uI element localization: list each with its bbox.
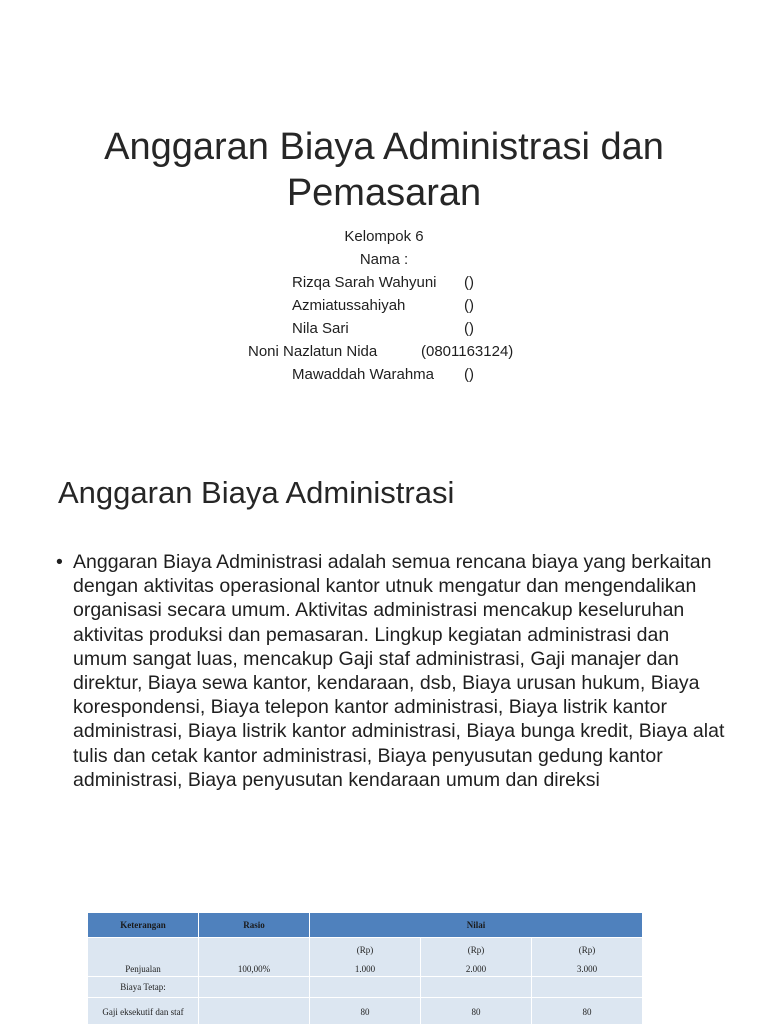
title-slide <box>0 0 768 445</box>
row-value <box>421 977 532 998</box>
currency-label: (Rp) <box>467 945 485 955</box>
row-value <box>532 977 643 998</box>
member-row <box>0 271 768 294</box>
group-label: Kelompok 6 <box>344 228 424 245</box>
table-row <box>88 977 643 998</box>
slide-title: Anggaran Biaya Administrasi dan Pemasaran <box>104 126 664 214</box>
row-value: 80 <box>532 998 643 1024</box>
value-text: 2.000 <box>465 964 487 974</box>
table-header-row <box>88 913 643 938</box>
names-label: Nama : <box>359 251 409 268</box>
section-title: Anggaran Biaya Administrasi <box>58 475 455 510</box>
bullet-text: Anggaran Biaya Administrasi adalah semua rencana biaya yang berkaitan dengan aktivitas operasional kantor utnuk mengatur dan mengendalikan organisasi secara umum. Aktivitas administrasi mencakup keseluruhan aktivitas produksi dan pemasaran. Lingkup kegiatan administrasi dan umum sangat luas, mencakup Gaji staf administrasi, Gaji manajer dan direktur, Biaya sewa kantor, kendaraan, dsb, Biaya urusan hukum, Biaya korespondensi, Biaya telepon kantor administrasi, Biaya listrik kantor administrasi, Biaya listrik kantor administrasi, Biaya bunga kredit, Biaya alat tulis dan cetak kantor administrasi, Biaya penyusutan gedung kantor administrasi, Biaya penyusutan kendaraan umum dan direksi <box>73 551 725 791</box>
member-row <box>0 363 768 386</box>
currency-label: (Rp) <box>356 945 374 955</box>
row-value <box>532 938 643 977</box>
member-number: () <box>464 297 474 314</box>
member-row <box>0 317 768 340</box>
member-row <box>0 294 768 317</box>
budget-table-wrap <box>87 912 642 1024</box>
member-name: Rizqa Sarah Wahyuni <box>292 274 437 291</box>
member-row <box>0 340 768 363</box>
member-number: () <box>464 274 474 291</box>
table-row <box>88 938 643 977</box>
member-number: (0801163124) <box>421 343 514 360</box>
member-name: Azmiatussahiyah <box>292 297 406 314</box>
table-row <box>88 998 643 1024</box>
row-label: Biaya Tetap: <box>88 977 199 998</box>
member-name: Mawaddah Warahma <box>292 366 435 383</box>
value-text: 3.000 <box>576 964 598 974</box>
member-name: Nila Sari <box>292 320 349 337</box>
row-rasio <box>199 977 310 998</box>
bullet-item <box>56 550 728 792</box>
row-value: 80 <box>310 998 421 1024</box>
content-slide <box>0 445 768 1024</box>
row-value <box>310 977 421 998</box>
row-label: Penjualan <box>88 938 199 977</box>
header-rasio: Rasio <box>199 913 310 938</box>
value-text: 1.000 <box>354 964 376 974</box>
group-info <box>0 225 768 386</box>
row-value <box>310 938 421 977</box>
header-keterangan: Keterangan <box>88 913 199 938</box>
bullet-icon: • <box>56 551 63 573</box>
row-rasio: 100,00% <box>199 938 310 977</box>
currency-label: (Rp) <box>578 945 596 955</box>
row-value <box>421 938 532 977</box>
header-nilai: Nilai <box>310 913 643 938</box>
member-number: () <box>464 320 474 337</box>
row-value: 80 <box>421 998 532 1024</box>
budget-table <box>87 912 643 1024</box>
row-rasio <box>199 998 310 1024</box>
member-name: Noni Nazlatun Nida <box>248 343 378 360</box>
member-number: () <box>464 366 474 383</box>
row-label: Gaji eksekutif dan staf <box>88 998 199 1024</box>
